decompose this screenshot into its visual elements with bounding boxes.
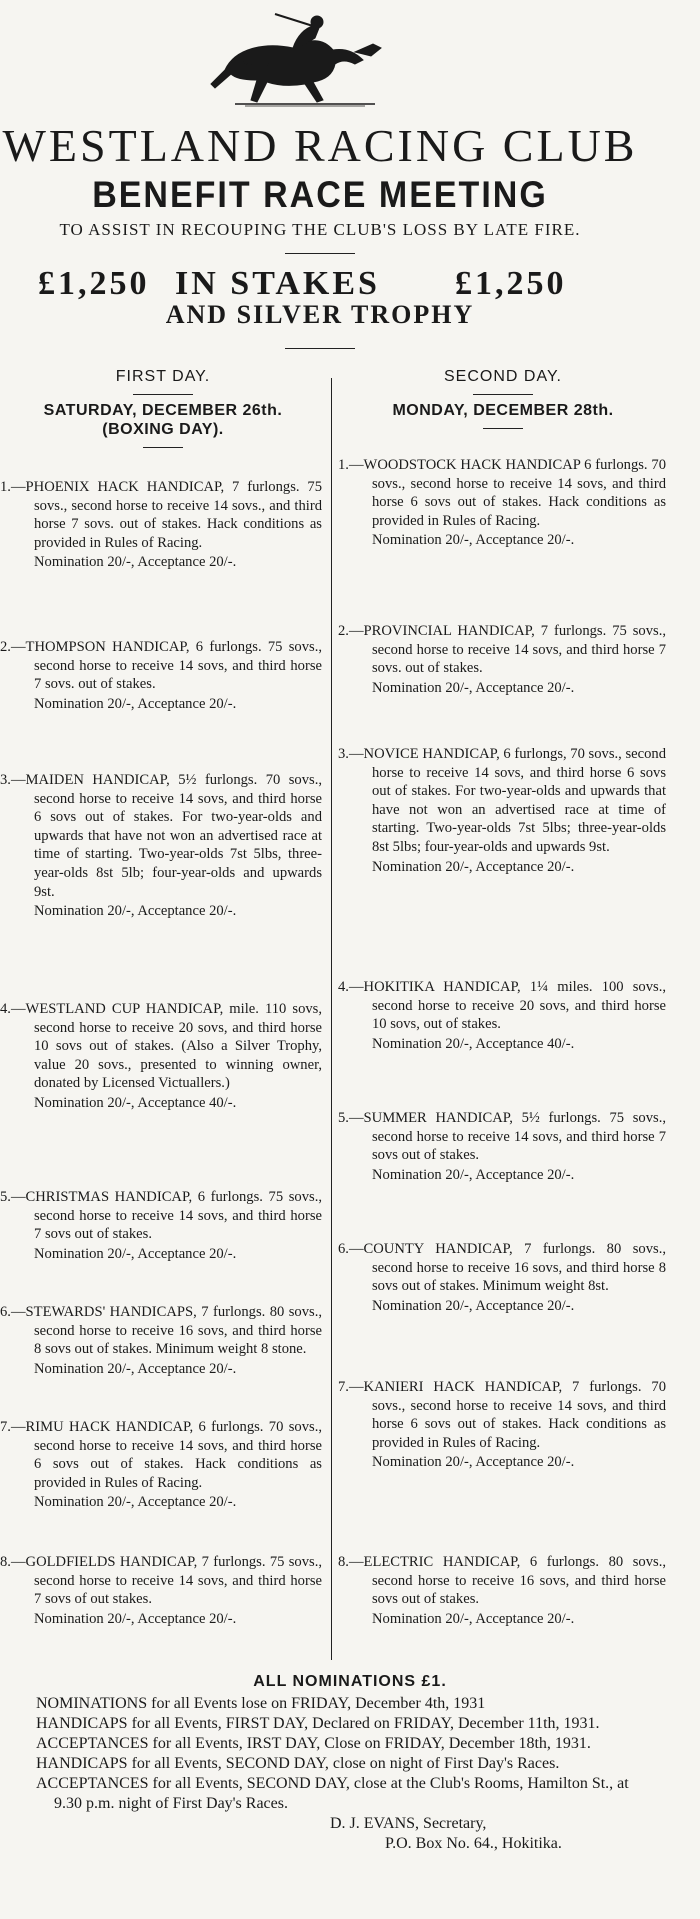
closing-date-line: HANDICAPS for all Events, SECOND DAY, close on night of First Day's Races. (36, 1755, 560, 1772)
race-nomination: Nomination 20/-, Acceptance 20/-. (372, 1297, 575, 1314)
closing-date-line: ACCEPTANCES for all Events, SECOND DAY, close at the Club's Rooms, Hamilton St., at 9.30 p.m. night of First Day's Races. (36, 1775, 629, 1812)
divider-rule (143, 447, 183, 448)
race-nomination: Nomination 20/-, Acceptance 20/-. (372, 1454, 575, 1471)
race-entry (338, 978, 666, 1053)
race-entry (0, 1000, 322, 1113)
stakes-amount-left: £1,250 (38, 265, 150, 302)
racehorse-jockey-illustration (205, 8, 395, 108)
race-nomination: Nomination 20/-, Acceptance 20/-. (34, 695, 237, 712)
first-day-date: SATURDAY, DECEMBER 26th. (43, 402, 283, 419)
closing-date-line: NOMINATIONS for all Events lose on FRIDAY, December 4th, 1931 (36, 1695, 486, 1712)
race-nomination: Nomination 20/-, Acceptance 20/-. (372, 1166, 575, 1183)
divider-rule (473, 394, 533, 395)
race-nomination: Nomination 20/-, Acceptance 20/-. (34, 1360, 237, 1377)
race-nomination: Nomination 20/-, Acceptance 20/-. (372, 1610, 575, 1627)
stakes-label: IN STAKES (175, 265, 380, 302)
race-text: 8.—GOLDFIELDS HANDICAP, 7 furlongs. 75 sovs., second horse to receive 14 sovs, and third horse 7 sovs of out stakes. (0, 1554, 322, 1608)
race-entry (0, 771, 322, 921)
race-nomination: Nomination 20/-, Acceptance 40/-. (34, 1094, 237, 1111)
closing-date-line: HANDICAPS for all Events, FIRST DAY, Declared on FRIDAY, December 11th, 1931. (36, 1715, 600, 1732)
race-entry (338, 1109, 666, 1184)
race-entry (338, 1553, 666, 1628)
race-nomination: Nomination 20/-, Acceptance 20/-. (372, 679, 575, 696)
race-nomination: Nomination 20/-, Acceptance 40/-. (372, 1035, 575, 1052)
race-text: 6.—STEWARDS' HANDICAPS, 7 furlongs. 80 sovs., second horse to receive 16 sovs, and third horse 8 sovs out of stakes. Minimum weight 8 stone. (0, 1304, 322, 1358)
closing-date-line: ACCEPTANCES for all Events, IRST DAY, Close on FRIDAY, December 18th, 1931. (36, 1735, 591, 1752)
first-day-column (0, 360, 326, 1627)
stakes-amount-right: £1,250 (455, 265, 567, 302)
race-text: 2.—THOMPSON HANDICAP, 6 furlongs. 75 sovs., second horse to receive 14 sovs, and third horse 7 sovs. out of stakes. (0, 639, 322, 693)
closing-dates-section (0, 1672, 700, 1854)
race-text: 3.—MAIDEN HANDICAP, 5½ furlongs. 70 sovs., second horse to receive 14 sovs, and third horse 6 sovs out of stakes. For two-year-olds and upwards that have not won an advertised race at time of starting. Two-year-olds 7st 5lbs, three-year-olds 8st 5lb; four-year-olds and upwards 9st. (0, 772, 322, 900)
trophy-line: AND SILVER TROPHY (165, 300, 475, 329)
race-text: 5.—CHRISTMAS HANDICAP, 6 furlongs. 75 sovs., second horse to receive 14 sovs, and third horse 7 sovs out of stakes. (0, 1189, 322, 1243)
race-entry (338, 1378, 666, 1472)
race-entry (0, 1418, 322, 1512)
race-entry (0, 1303, 322, 1378)
race-entry (338, 622, 666, 697)
race-text: 3.—NOVICE HANDICAP, 6 furlongs, 70 sovs., second horse to receive 14 sovs, and third horse 6 sovs out of stakes. For two-year-olds and upwards that have not won an advertised race at time of starting. Two-year-olds 7st 5lbs; three-year-olds 8st 5lbs; four-year-olds and upwards 9st. (338, 746, 666, 855)
divider-rule (285, 253, 355, 254)
race-text: 7.—KANIERI HACK HANDICAP, 7 furlongs. 70 sovs., second horse to receive 14 sovs, and third horse 6 sovs out of stakes. Hack conditions as provided in Rules of Racing. (338, 1379, 666, 1451)
all-nominations-heading: ALL NOMINATIONS £1. (253, 1673, 447, 1690)
second-day-date: MONDAY, DECEMBER 28th. (392, 402, 614, 419)
race-text: 4.—HOKITIKA HANDICAP, 1¼ miles. 100 sovs., second horse to receive 20 sovs, and third horse 10 sovs, out of stakes. (338, 979, 666, 1033)
race-entry (338, 1240, 666, 1315)
divider-rule (285, 348, 355, 349)
race-text: 1.—PHOENIX HACK HANDICAP, 7 furlongs. 75 sovs., second horse to receive 14 sovs., and third horse 7 sovs. out of stakes. Hack conditions as provided in Rules of Racing. (0, 479, 322, 551)
race-text: 5.—SUMMER HANDICAP, 5½ furlongs. 75 sovs., second horse to receive 14 sovs, and third horse 7 sovs out of stakes. (338, 1110, 666, 1164)
assist-line: TO ASSIST IN RECOUPING THE CLUB'S LOSS BY LATE FIRE. (59, 220, 581, 239)
race-text: 6.—COUNTY HANDICAP, 7 furlongs. 80 sovs., second horse to receive 16 sovs, and third horse 8 sovs out of stakes. Minimum weight 8st. (338, 1241, 666, 1295)
column-divider (331, 378, 332, 1660)
second-day-heading: SECOND DAY. (444, 368, 562, 385)
race-nomination: Nomination 20/-, Acceptance 20/-. (34, 1610, 237, 1627)
first-day-heading: FIRST DAY. (115, 368, 211, 385)
race-nomination: Nomination 20/-, Acceptance 20/-. (34, 1494, 237, 1511)
secretary-signature: D. J. EVANS, Secretary, (330, 1815, 487, 1832)
first-day-note: (BOXING DAY). (102, 421, 224, 438)
race-text: 7.—RIMU HACK HANDICAP, 6 furlongs. 70 sovs., second horse to receive 14 sovs, and third horse 6 sovs out of stakes. Hack conditions as provided in Rules of Racing. (0, 1419, 322, 1491)
divider-rule (483, 428, 523, 429)
second-day-column (338, 360, 668, 1627)
po-box: P.O. Box No. 64., Hokitika. (385, 1835, 562, 1852)
race-nomination: Nomination 20/-, Acceptance 20/-. (372, 858, 575, 875)
race-text: 8.—ELECTRIC HANDICAP, 6 furlongs. 80 sovs., second horse to receive 16 sovs, and third horse sovs out of stakes. (338, 1554, 666, 1608)
meeting-subtitle: BENEFIT RACE MEETING (92, 174, 548, 216)
race-nomination: Nomination 20/-, Acceptance 20/-. (34, 554, 237, 571)
race-entry (0, 1553, 322, 1628)
divider-rule (133, 394, 193, 395)
race-entry (338, 745, 666, 876)
race-nomination: Nomination 20/-, Acceptance 20/-. (34, 1245, 237, 1262)
club-title: WESTLAND RACING CLUB (2, 120, 638, 171)
race-entry (0, 1188, 322, 1263)
race-text: 2.—PROVINCIAL HANDICAP, 7 furlongs. 75 sovs., second horse to receive 14 sovs, and third horse 7 sovs. out of stakes. (338, 623, 666, 677)
race-text: 4.—WESTLAND CUP HANDICAP, mile. 110 sovs, second horse to receive 20 sovs, and third horse 10 sovs out of stakes. (Also a Silver Trophy, value 20 sovs., presented to winning owner, donated by Licensed Victuallers.) (0, 1001, 322, 1092)
race-nomination: Nomination 20/-, Acceptance 20/-. (372, 532, 575, 549)
race-text: 1.—WOODSTOCK HACK HANDICAP 6 furlongs. 70 sovs., second horse to receive 14 sovs, and third horse 6 sovs out of stakes. Hack conditions as provided in Rules of Racing. (338, 457, 666, 529)
race-nomination: Nomination 20/-, Acceptance 20/-. (34, 903, 237, 920)
race-entry (0, 478, 322, 572)
race-entry (0, 638, 322, 713)
race-entry (338, 456, 666, 550)
